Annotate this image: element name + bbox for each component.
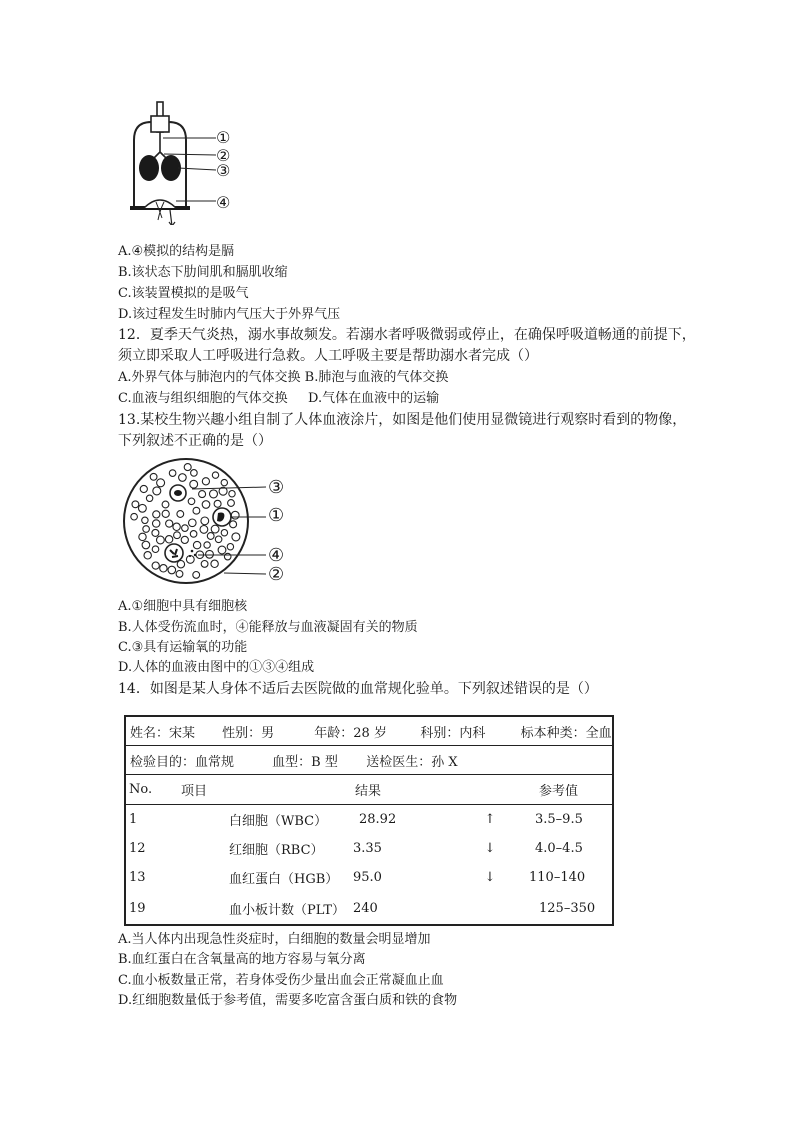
blood-test-report [124, 715, 614, 926]
red-blood-cell [173, 523, 180, 530]
red-blood-cell [143, 526, 150, 533]
red-blood-cell [232, 533, 240, 541]
red-blood-cell [153, 511, 160, 518]
red-blood-cell [146, 495, 152, 501]
item-wbc: 白细胞（WBC） [229, 814, 328, 829]
label-1: ① [216, 128, 231, 147]
bronchi [152, 132, 168, 160]
red-blood-cell [206, 550, 214, 558]
red-blood-cell [214, 500, 221, 507]
q12-option-c: C.血液与组织细胞的气体交换 [118, 391, 288, 406]
red-blood-cell [211, 525, 219, 533]
table-row: 13 血红蛋白（HGB） 95.0 ↓ 110–140 [125, 863, 613, 892]
q13-option-d: D.人体的血液由图中的①③④组成 [118, 660, 315, 675]
col-result: 结果 [345, 775, 465, 805]
red-blood-cell [162, 501, 169, 508]
red-blood-cell [207, 533, 214, 540]
red-blood-cell [230, 521, 237, 528]
q12-option-d: D.气体在血液中的运输 [308, 391, 440, 406]
department: 科别：内科 [420, 725, 486, 741]
red-blood-cell [202, 501, 210, 509]
q12-options-ab: A.外界气体与肺泡内的气体交换 B.肺泡与血液的气体交换 [118, 370, 449, 385]
patient-age: 年龄：28 岁 [314, 725, 387, 741]
rubber-stopper [151, 116, 169, 132]
red-blood-cell [193, 541, 200, 548]
red-blood-cell [201, 517, 209, 525]
report-header-row-2 [125, 746, 613, 775]
red-blood-cell [139, 504, 147, 512]
red-blood-cell [176, 571, 183, 578]
col-reference: 参考值 [515, 775, 611, 805]
col-no: No. [125, 775, 179, 805]
q12-stem-line2: 须立即采取人工呼吸进行急救。人工呼吸主要是帮助溺水者完成（） [118, 348, 538, 364]
label-2: ② [216, 146, 231, 165]
flag-hgb: ↓ [484, 870, 496, 885]
red-blood-cell [165, 536, 172, 543]
table-row: 1 白细胞（WBC） 28.92 ↑ 3.5–9.5 [125, 805, 613, 835]
red-blood-cell [179, 474, 187, 482]
red-blood-cell [174, 532, 181, 539]
item-plt: 血小板计数（PLT） [229, 902, 345, 918]
flag-plt [465, 892, 515, 925]
red-blood-cell [181, 536, 188, 543]
red-blood-cell [190, 531, 197, 538]
red-blood-cell [162, 510, 169, 517]
q14-stem: 14．如图是某人身体不适后去医院做的血常规化验单。下列叙述错误的是（） [118, 681, 598, 697]
red-blood-cell [188, 498, 195, 505]
table-row: 12 红细胞（RBC） 3.35 ↓ 4.0–4.5 [125, 834, 613, 863]
item-rbc: 红细胞（RBC） [229, 843, 324, 858]
red-blood-cell [202, 478, 209, 485]
ref-rbc: 4.0–4.5 [535, 841, 583, 856]
red-blood-cell [228, 500, 235, 507]
q11-option-d: D.该过程发生时肺内气压大于外界气压 [118, 307, 341, 322]
red-blood-cell [204, 542, 210, 548]
red-blood-cell [142, 541, 150, 549]
q13-stem-line2: 下列叙述不正确的是（） [118, 433, 272, 449]
q13-option-b: B.人体受伤流血时，④能释放与血液凝固有关的物质 [118, 620, 418, 635]
red-blood-cell [221, 530, 227, 536]
test-purpose: 检验目的：血常规 [130, 754, 235, 770]
q11-option-a: A.④模拟的结构是膈 [118, 244, 235, 259]
white-blood-cell-lower [165, 544, 183, 562]
red-blood-cell [210, 490, 218, 498]
red-blood-cell [131, 513, 138, 520]
red-blood-cell [139, 533, 146, 540]
red-blood-cell [229, 491, 235, 497]
result-plt: 240 [353, 900, 378, 916]
label-3: ③ [216, 161, 231, 180]
red-blood-cell [132, 501, 139, 508]
red-blood-cell [227, 544, 233, 550]
red-blood-cell [177, 511, 184, 518]
red-blood-cell [157, 479, 165, 487]
red-blood-cell [152, 562, 159, 569]
red-blood-cell [184, 464, 191, 471]
white-blood-cell-large [213, 508, 231, 526]
q13-option-a: A.①细胞中具有细胞核 [118, 599, 248, 614]
red-blood-cell [221, 479, 227, 485]
label-3-smear: ③ [268, 477, 285, 498]
ref-plt: 125–350 [539, 900, 596, 916]
q13-stem-line1: 13.某校生物兴趣小组自制了人体血液涂片，如图是他们使用显微镜进行观察时看到的物像， [118, 412, 687, 428]
doctor: 送检医生：孙 X [366, 754, 458, 770]
left-balloon [139, 155, 159, 181]
table-row: 19 血小板计数（PLT） 240 125–350 [125, 892, 613, 925]
red-blood-cell [150, 473, 157, 480]
red-blood-cell [201, 561, 208, 568]
red-blood-cell [211, 560, 218, 567]
red-blood-cell [169, 470, 176, 477]
red-blood-cell [142, 517, 148, 523]
red-blood-cell [231, 511, 239, 519]
report-column-headers [125, 775, 613, 805]
flag-rbc: ↓ [484, 841, 496, 856]
label-1-smear: ① [268, 505, 285, 526]
red-blood-cell [160, 565, 167, 572]
item-hgb: 血红蛋白（HGB） [229, 872, 339, 887]
q14-option-b: B.血红蛋白在含氧量高的地方容易与氧分离 [118, 952, 366, 967]
red-blood-cell [200, 526, 208, 534]
red-blood-cell [189, 519, 197, 527]
ref-wbc: 3.5–9.5 [535, 812, 583, 827]
q14-option-c: C.血小板数量正常，若身体受伤少量出血会正常凝血止血 [118, 973, 444, 988]
red-blood-cell [212, 472, 218, 478]
red-blood-cell [191, 470, 198, 477]
q12-stem-line1: 12．夏季天气炎热，溺水事故频发。若溺水者呼吸微弱或停止，在确保呼吸道畅通的前提下， [118, 327, 696, 343]
result-hgb: 95.0 [353, 870, 382, 885]
label-2-smear: ② [268, 564, 285, 585]
label-4: ④ [216, 193, 231, 212]
red-blood-cell [144, 552, 151, 559]
q14-option-a: A.当人体内出现急性炎症时，白细胞的数量会明显增加 [118, 932, 431, 947]
red-blood-cell [153, 520, 160, 527]
q11-option-b: B.该状态下肋间肌和膈肌收缩 [118, 265, 288, 280]
sample-type: 标本种类：全血 [520, 725, 612, 741]
blood-type: 血型：B 型 [272, 754, 338, 770]
bell-jar-diagram [120, 100, 270, 225]
red-blood-cell [152, 529, 159, 536]
red-blood-cell [199, 491, 206, 498]
red-blood-cell [190, 480, 198, 488]
red-blood-cell [224, 553, 231, 560]
rubber-membrane [144, 200, 176, 208]
q13-option-c: C.③具有运输氧的功能 [118, 640, 248, 655]
red-blood-cell [193, 572, 200, 579]
q14-option-d: D.红细胞数量低于参考值，需要多吃富含蛋白质和铁的食物 [118, 993, 458, 1008]
red-blood-cell [182, 525, 189, 532]
red-blood-cell [140, 485, 147, 492]
red-blood-cell [193, 507, 200, 514]
red-blood-cell [157, 536, 165, 544]
red-blood-cell [168, 566, 176, 574]
pull-arrow [169, 210, 175, 225]
ref-hgb: 110–140 [529, 870, 586, 885]
red-blood-cell [166, 520, 173, 527]
col-item: 项目 [179, 775, 345, 805]
red-blood-cell [152, 546, 159, 553]
label-4-smear: ④ [268, 545, 285, 566]
patient-name: 姓名：宋某 [130, 725, 196, 741]
result-wbc: 28.92 [359, 812, 397, 827]
patient-sex: 性别：男 [222, 725, 275, 741]
white-blood-cell-small [170, 485, 186, 501]
report-header-row-1 [125, 716, 613, 746]
red-blood-cell [153, 487, 161, 495]
result-rbc: 3.35 [353, 841, 382, 856]
red-blood-cell [218, 546, 226, 554]
red-blood-cell [215, 536, 222, 543]
q11-option-c: C.该装置模拟的是吸气 [118, 286, 249, 301]
flag-wbc: ↑ [484, 812, 496, 827]
